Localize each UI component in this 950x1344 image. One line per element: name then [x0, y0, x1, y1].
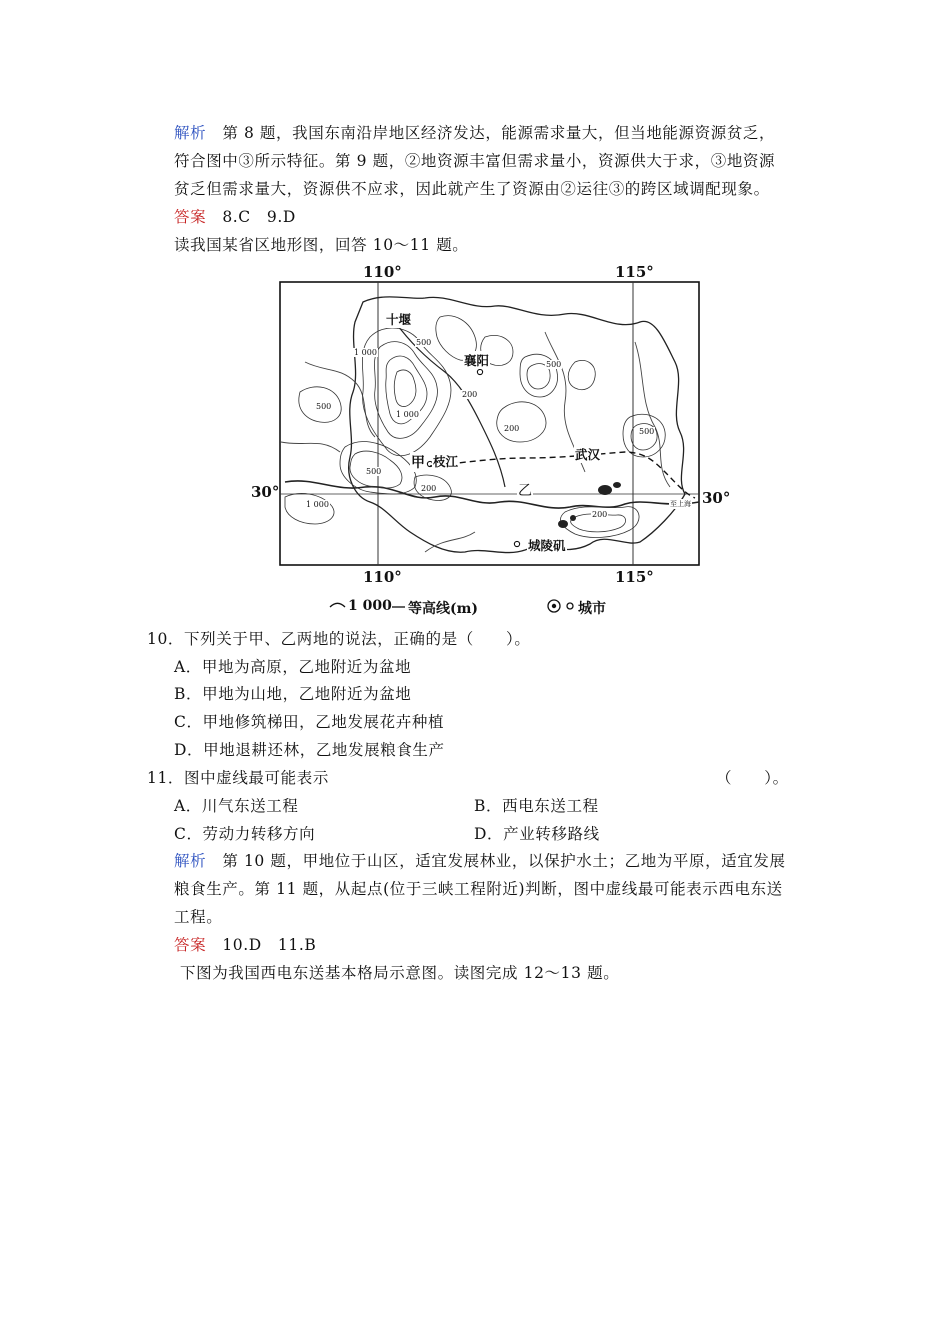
city-label-wuhan: 武汉: [575, 447, 601, 462]
question-11-stem: 11．图中虚线最可能表示: [147, 769, 329, 787]
question-10-stem: 10．下列关于甲、乙两地的说法，正确的是（ ）。: [147, 630, 531, 648]
explanation-10-11-line1: [174, 851, 786, 871]
contour-value-label: 200: [421, 484, 437, 493]
contour-value-label: 1 000: [354, 348, 377, 357]
latitude-label-right: 30°: [702, 489, 731, 507]
map-intro: 读我国某省区地形图，回答 10～11 题。: [174, 236, 469, 254]
question-11-answer-bracket: （ ）。: [716, 769, 789, 787]
answer-8-9: [174, 207, 296, 227]
question-10-option-c: C．甲地修筑梯田，乙地发展花卉种植: [174, 713, 445, 731]
city-label-chenglingji: 城陵矶: [528, 538, 566, 553]
explanation-tag: 解析: [174, 124, 207, 142]
city-label-xiangyang: 襄阳: [464, 353, 490, 368]
to-shanghai-label: 至上海: [670, 500, 691, 508]
contour-value-label: 500: [639, 427, 655, 436]
place-label-jia: 甲: [410, 452, 426, 472]
question-10-option-b: B．甲地为山地，乙地附近为盆地: [174, 685, 412, 703]
contour-value-label: 1 000: [306, 500, 329, 509]
explanation-8-9-line2: 符合图中③所示特征。第 9 题，②地资源丰富但需求量小，资源供大于求，③地资源: [174, 152, 776, 170]
contour-value-label: 500: [316, 402, 332, 411]
longitude-label-top-left: 110°: [363, 263, 402, 281]
question-10-option-a: A．甲地为高原，乙地附近为盆地: [174, 658, 412, 676]
explanation-10-11-line2: 粮食生产。第 11 题，从起点(位于三峡工程附近)判断，图中虚线最可能表示西电东送: [174, 880, 783, 898]
legend-city-label: 城市: [578, 601, 606, 617]
question-11-option-a: A．川气东送工程: [174, 797, 299, 815]
place-label-yi: 乙: [517, 480, 533, 500]
contour-value-label: 200: [504, 424, 520, 433]
explanation-text: 第 10 题，甲地位于山区，适宜发展林业，以保护水土；乙地为平原，适宜发展: [222, 852, 786, 870]
explanation-tag: 解析: [174, 852, 207, 870]
contour-value-label: 200: [592, 510, 608, 519]
city-label-zhijiang: 枝江: [433, 454, 459, 469]
contour-value-label: 1 000: [396, 410, 419, 419]
contour-value-label: 500: [546, 360, 562, 369]
contour-value-label: 500: [416, 338, 432, 347]
question-11-option-c: C．劳动力转移方向: [174, 825, 316, 843]
legend-contour-value: 1 000: [348, 598, 392, 614]
explanation-8-9-line3: 贫乏但需求量大，资源供不应求，因此就产生了资源由②运往③的跨区域调配现象。: [174, 180, 770, 198]
explanation-10-11-line3: 工程。: [174, 908, 223, 926]
question-10-option-d: D．甲地退耕还林，乙地发展粮食生产: [174, 741, 445, 759]
legend-contour-label: 等高线(m): [408, 601, 479, 617]
longitude-label-bottom-left: 110°: [363, 568, 402, 586]
terrain-map-graphic: [245, 262, 745, 617]
answer-tag: 答案: [174, 936, 207, 954]
longitude-label-top-right: 115°: [615, 263, 654, 281]
explanation-8-9-line1: [174, 123, 775, 143]
answer-tag: 答案: [174, 208, 207, 226]
contour-value-label: 500: [366, 467, 382, 476]
next-figure-intro: 下图为我国西电东送基本格局示意图。读图完成 12～13 题。: [180, 964, 620, 982]
question-11-option-b: B．西电东送工程: [474, 797, 599, 815]
city-label-shiyan: 十堰: [386, 312, 412, 327]
explanation-text: 第 8 题，我国东南沿岸地区经济发达，能源需求量大，但当地能源资源贫乏，: [222, 124, 776, 142]
province-terrain-map: [245, 262, 745, 617]
answer-10-11: [174, 935, 316, 955]
latitude-label-left: 30°: [251, 483, 280, 501]
answer-text: 8.C 9.D: [222, 208, 296, 226]
longitude-label-bottom-right: 115°: [615, 568, 654, 586]
answer-text: 10.D 11.B: [222, 936, 317, 954]
contour-value-label: 200: [462, 390, 478, 399]
question-11-option-d: D．产业转移路线: [474, 825, 600, 843]
